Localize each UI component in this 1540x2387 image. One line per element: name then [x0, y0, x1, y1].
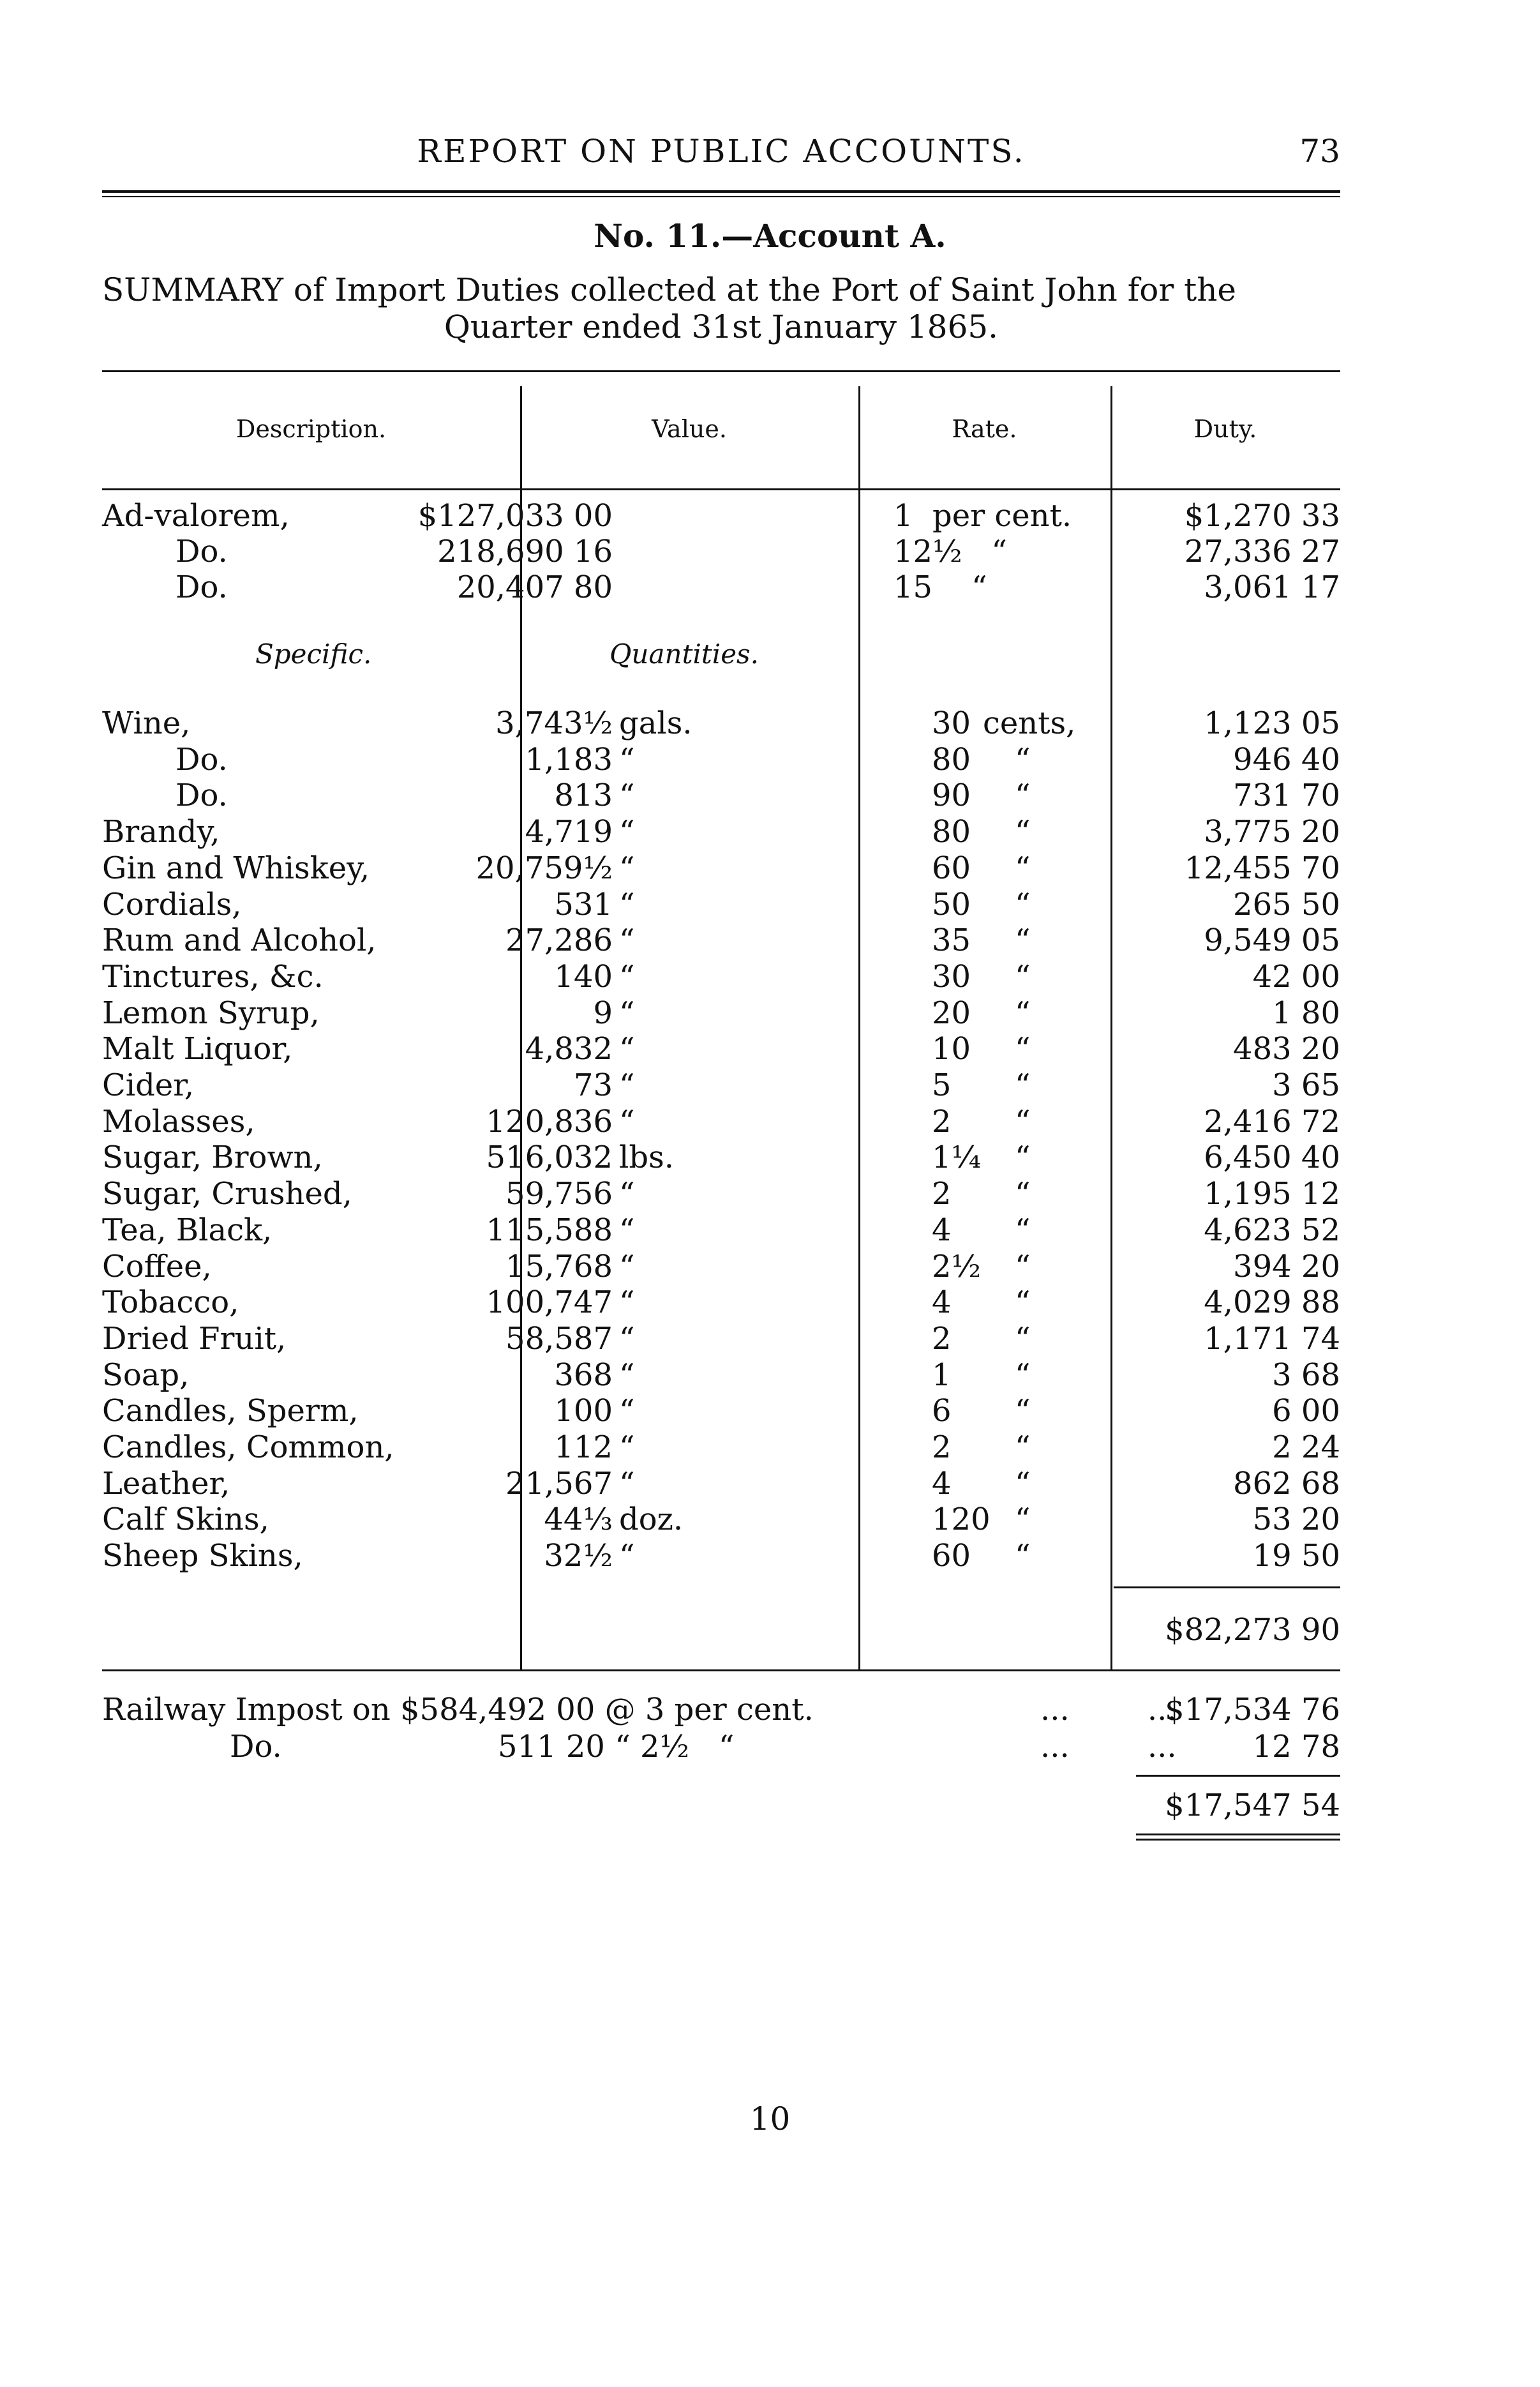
table-row	[102, 1140, 1340, 1175]
row-duty: 1,171 74	[1204, 1320, 1340, 1357]
row-rate-unit: “	[1015, 1248, 1031, 1284]
table-total: $82,273 90	[1165, 1612, 1340, 1648]
row-rate-unit: “	[1015, 1465, 1031, 1502]
row-rate-unit: “	[1015, 741, 1031, 778]
table-row	[102, 922, 1340, 958]
table-row	[102, 778, 1340, 813]
row-rate-unit: “	[1015, 1176, 1031, 1212]
row-duty: 1,195 12	[1204, 1176, 1340, 1212]
row-rate-unit: “	[1015, 1320, 1031, 1357]
specific-label: Specific.	[255, 638, 372, 670]
railway-total-row	[102, 1788, 1340, 1826]
row-unit: “	[619, 741, 635, 778]
duty-subtotal-rule	[1114, 1586, 1340, 1588]
row-quantity: 73	[573, 1067, 613, 1103]
running-header	[102, 115, 1340, 172]
row-description: Leather,	[102, 1465, 230, 1502]
row-rate: 2	[932, 1429, 952, 1465]
row-quantity: 9	[593, 995, 613, 1031]
row-rate: 15 “	[893, 569, 987, 605]
row-unit: “	[619, 1067, 635, 1103]
row-quantity: 112	[554, 1429, 613, 1465]
row-rate: 60	[932, 1538, 971, 1574]
row-unit: “	[619, 1284, 635, 1321]
railway-row-2	[102, 1729, 1340, 1767]
row-rate: 90	[932, 778, 971, 814]
railway-dots: ... ...	[1040, 1692, 1177, 1728]
row-quantity: 120,836	[486, 1103, 613, 1140]
row-unit: “	[619, 958, 635, 995]
railway-total-rule-1	[1136, 1834, 1340, 1835]
row-rate: 2	[932, 1320, 952, 1357]
row-unit: “	[619, 1103, 635, 1140]
row-quantity: 15,768	[505, 1248, 613, 1284]
row-rate-unit: “	[1015, 1393, 1031, 1429]
header-title: REPORT ON PUBLIC ACCOUNTS.	[417, 133, 1026, 170]
table-row	[102, 1466, 1340, 1502]
row-duty: 2,416 72	[1204, 1103, 1340, 1140]
row-quantity: 516,032	[486, 1140, 613, 1176]
row-rate-unit: “	[1015, 1357, 1031, 1393]
row-duty: 1,123 05	[1204, 705, 1340, 741]
row-duty: 53 20	[1252, 1502, 1340, 1538]
row-rate-unit: “	[1015, 1212, 1031, 1248]
row-value: $127,033 00	[417, 498, 613, 534]
row-unit: lbs.	[619, 1140, 674, 1176]
row-description: Tobacco,	[102, 1284, 239, 1321]
table-row	[102, 959, 1340, 995]
table-row	[102, 498, 1340, 534]
row-rate-unit: “	[1015, 778, 1031, 814]
table-row	[102, 887, 1340, 922]
railway-mid: 511 20 “ 2½ “	[498, 1729, 735, 1765]
row-quantity: 100	[554, 1393, 613, 1429]
row-quantity: 1,183	[525, 741, 613, 778]
row-duty: 483 20	[1233, 1031, 1340, 1067]
row-duty: $1,270 33	[1184, 498, 1340, 534]
row-description: Brandy,	[102, 814, 220, 850]
row-description: Dried Fruit,	[102, 1320, 287, 1357]
row-description: Soap,	[102, 1357, 190, 1393]
header-rule-top	[102, 190, 1340, 193]
row-description: Tinctures, &c.	[102, 958, 324, 995]
row-rate: 1	[932, 1357, 952, 1393]
table-total-row	[102, 1612, 1340, 1648]
row-duty: 3 68	[1272, 1357, 1340, 1393]
row-quantity: 368	[554, 1357, 613, 1393]
table-row	[102, 1104, 1340, 1140]
row-unit: “	[619, 1248, 635, 1284]
row-quantity: 140	[554, 958, 613, 995]
summary-caption	[102, 271, 1340, 345]
table-row	[102, 850, 1340, 886]
account-title: No. 11.—Account A.	[594, 217, 946, 255]
railway-subtotal-rule	[1136, 1775, 1340, 1777]
table-row	[102, 1284, 1340, 1320]
row-unit: “	[619, 1429, 635, 1465]
table-top-rule	[102, 370, 1340, 372]
row-unit: “	[619, 1212, 635, 1248]
railway-total: $17,547 54	[1165, 1788, 1340, 1823]
row-duty: 394 20	[1233, 1248, 1340, 1284]
row-duty: 946 40	[1233, 741, 1340, 778]
row-duty: 1 80	[1272, 995, 1340, 1031]
row-rate: 80	[932, 814, 971, 850]
row-unit: “	[619, 1357, 635, 1393]
table-row	[102, 569, 1340, 605]
row-rate-unit: “	[1015, 922, 1031, 959]
row-description: Wine,	[102, 705, 191, 741]
table-row	[102, 814, 1340, 850]
row-rate: 30	[932, 958, 971, 995]
row-rate-unit: “	[1015, 958, 1031, 995]
table-row	[102, 1067, 1340, 1103]
row-duty: 731 70	[1233, 778, 1340, 814]
table-row	[102, 1357, 1340, 1393]
row-rate-unit: “	[1015, 1103, 1031, 1140]
row-description: Gin and Whiskey,	[102, 850, 370, 886]
railway-label: Do.	[230, 1729, 282, 1765]
row-rate-unit: “	[1015, 1031, 1031, 1067]
row-duty: 4,623 52	[1204, 1212, 1340, 1248]
table-row	[102, 995, 1340, 1031]
row-duty: 27,336 27	[1184, 534, 1340, 569]
table-row	[102, 742, 1340, 778]
row-value: 20,407 80	[456, 569, 613, 605]
row-duty: 6,450 40	[1204, 1140, 1340, 1176]
row-unit: “	[619, 1320, 635, 1357]
row-quantity: 27,286	[505, 922, 613, 959]
column-header-value: Value.	[652, 415, 727, 443]
row-quantity: 4,832	[525, 1031, 613, 1067]
row-rate: 35	[932, 922, 971, 959]
header-underline	[102, 488, 1340, 490]
row-unit: “	[619, 1465, 635, 1502]
row-description: Candles, Sperm,	[102, 1393, 359, 1429]
row-unit: gals.	[619, 705, 692, 741]
table-row	[102, 1393, 1340, 1429]
header-rule-bottom	[102, 196, 1340, 197]
row-rate-unit: “	[1015, 1067, 1031, 1103]
row-quantity: 813	[554, 778, 613, 814]
row-description: Cider,	[102, 1067, 195, 1103]
row-rate-unit: “	[1015, 814, 1031, 850]
row-rate: 6	[932, 1393, 952, 1429]
table-row	[102, 1249, 1340, 1284]
row-quantity: 100,747	[486, 1284, 613, 1321]
column-header-description: Description.	[235, 415, 387, 443]
table-row	[102, 1429, 1340, 1465]
row-duty: 4,029 88	[1204, 1284, 1340, 1321]
column-header-duty: Duty.	[1193, 415, 1257, 443]
railway-total-rule-2	[1136, 1839, 1340, 1841]
row-description: Candles, Common,	[102, 1429, 394, 1465]
row-description: Sheep Skins,	[102, 1538, 303, 1574]
row-rate: 4	[932, 1284, 952, 1321]
row-duty: 19 50	[1252, 1538, 1340, 1574]
row-duty: 265 50	[1233, 886, 1340, 922]
row-rate: 80	[932, 741, 971, 778]
row-unit: doz.	[619, 1502, 684, 1538]
row-duty: 3,775 20	[1204, 814, 1340, 850]
row-description: Do.	[176, 741, 228, 778]
row-description: Tea, Black,	[102, 1212, 273, 1248]
row-unit: “	[619, 886, 635, 922]
row-rate: 5	[932, 1067, 952, 1103]
row-description: Do.	[176, 569, 228, 605]
row-rate-unit: “	[1015, 850, 1031, 886]
row-description: Do.	[176, 534, 228, 569]
row-duty: 9,549 05	[1204, 922, 1340, 959]
row-rate: 2	[932, 1176, 952, 1212]
row-quantity: 531	[554, 886, 613, 922]
row-description: Molasses,	[102, 1103, 255, 1140]
table-row	[102, 1538, 1340, 1574]
row-description: Sugar, Brown,	[102, 1140, 323, 1176]
row-quantity: 32½	[544, 1538, 613, 1574]
column-header-rate: Rate.	[952, 415, 1017, 443]
row-rate: 50	[932, 886, 971, 922]
summary-line-2: Quarter ended 31st January 1865.	[444, 308, 999, 345]
row-duty: 3,061 17	[1204, 569, 1340, 605]
row-unit: “	[619, 1031, 635, 1067]
row-unit: “	[619, 1393, 635, 1429]
row-quantity: 44⅓	[544, 1502, 613, 1538]
row-rate-unit: “	[1015, 1502, 1031, 1538]
row-rate: 60	[932, 850, 971, 886]
footer-signature-number: 10	[749, 2100, 791, 2137]
row-description: Coffee,	[102, 1248, 212, 1284]
row-description: Do.	[176, 778, 228, 814]
row-duty: 2 24	[1272, 1429, 1340, 1465]
row-rate: 120	[932, 1502, 991, 1538]
row-description: Malt Liquor,	[102, 1031, 293, 1067]
row-unit: “	[619, 922, 635, 959]
row-unit: “	[619, 814, 635, 850]
table-row	[102, 705, 1340, 741]
row-rate: 2½	[932, 1248, 982, 1284]
row-description: Cordials,	[102, 886, 242, 922]
row-rate-unit: “	[1015, 1284, 1031, 1321]
row-quantity: 20,759½	[475, 850, 613, 886]
table-row	[102, 1502, 1340, 1537]
row-value: 218,690 16	[437, 534, 613, 569]
row-duty: 6 00	[1272, 1393, 1340, 1429]
row-quantity: 58,587	[505, 1320, 613, 1357]
table-row	[102, 1031, 1340, 1067]
row-unit: “	[619, 778, 635, 814]
page-number: 73	[1299, 133, 1340, 170]
row-duty: 12,455 70	[1184, 850, 1340, 886]
row-duty: 3 65	[1272, 1067, 1340, 1103]
row-rate: 2	[932, 1103, 952, 1140]
railway-dots: ... ...	[1040, 1729, 1177, 1765]
railway-amount: $17,534 76	[1165, 1692, 1340, 1728]
specific-heading	[102, 638, 1340, 674]
row-unit: “	[619, 1538, 635, 1574]
row-rate-unit: “	[1015, 1429, 1031, 1465]
table-row	[102, 1212, 1340, 1248]
row-rate-unit: “	[1015, 1538, 1031, 1574]
row-rate: 1¼	[932, 1140, 982, 1176]
row-rate: 4	[932, 1465, 952, 1502]
row-rate: 20	[932, 995, 971, 1031]
row-quantity: 115,588	[486, 1212, 613, 1248]
row-description: Ad-valorem,	[102, 498, 290, 534]
quantities-label: Quantities.	[609, 638, 759, 670]
row-rate: 10	[932, 1031, 971, 1067]
row-description: Rum and Alcohol,	[102, 922, 377, 959]
row-rate-unit: “	[1015, 886, 1031, 922]
row-rate-unit: “	[1015, 1140, 1031, 1176]
row-unit: “	[619, 995, 635, 1031]
railway-label: Railway Impost on $584,492 00 @ 3 per cent.	[102, 1692, 814, 1728]
row-description: Calf Skins,	[102, 1502, 269, 1538]
summary-line-1: SUMMARY of Import Duties collected at the Port of Saint John for the	[102, 271, 1237, 308]
row-rate: 1 per cent.	[893, 498, 1072, 534]
row-quantity: 59,756	[505, 1176, 613, 1212]
row-rate-unit: “	[1015, 995, 1031, 1031]
row-quantity: 21,567	[505, 1465, 613, 1502]
row-quantity: 4,719	[525, 814, 613, 850]
row-quantity: 3,743½	[495, 705, 613, 741]
row-duty: 42 00	[1252, 958, 1340, 995]
row-unit: “	[619, 850, 635, 886]
table-row	[102, 1176, 1340, 1212]
table-bottom-rule	[102, 1669, 1340, 1671]
row-rate: 4	[932, 1212, 952, 1248]
railway-row-1	[102, 1692, 1340, 1730]
row-description: Sugar, Crushed,	[102, 1176, 352, 1212]
railway-amount: 12 78	[1252, 1729, 1340, 1765]
row-rate-unit: cents,	[983, 705, 1076, 741]
row-unit: “	[619, 1176, 635, 1212]
table-row	[102, 1321, 1340, 1357]
row-duty: 862 68	[1233, 1465, 1340, 1502]
row-rate: 12½ “	[893, 534, 1007, 569]
row-description: Lemon Syrup,	[102, 995, 320, 1031]
table-row	[102, 534, 1340, 569]
row-rate: 30	[932, 705, 971, 741]
